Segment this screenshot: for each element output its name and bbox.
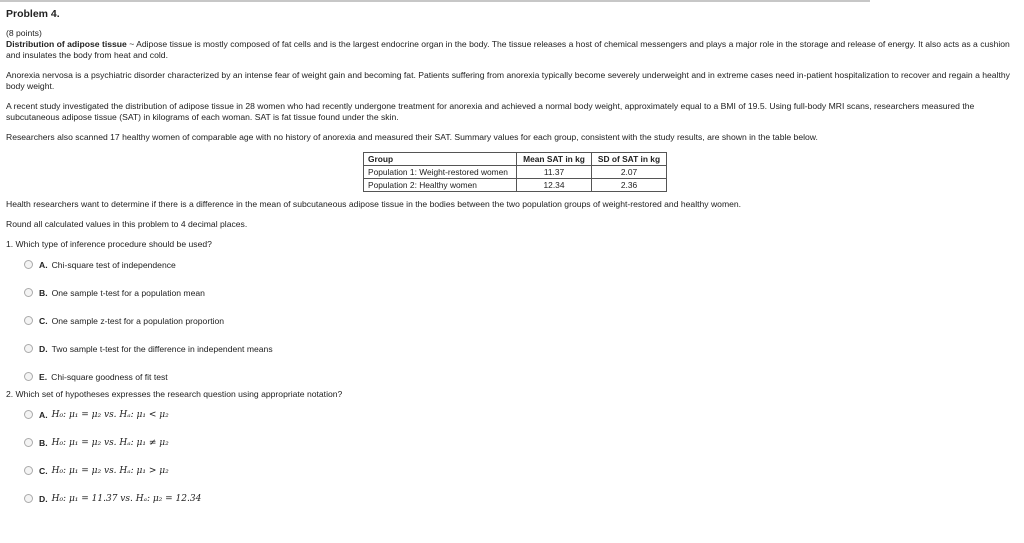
question-2-options [6, 409, 1018, 504]
question-2: 2. Which set of hypotheses expresses the research question using appropriate notation? [6, 389, 343, 399]
q1-option-c[interactable]: C. One sample z-test for a population proportion [24, 315, 1018, 326]
question-1-options [6, 259, 1018, 382]
intro-paragraph [6, 39, 1018, 61]
summary-table [363, 152, 667, 192]
radio-button[interactable] [24, 438, 33, 447]
q1-option-d[interactable]: D. Two sample t-test for the difference in independent means [24, 343, 1018, 354]
q1-option-e[interactable]: E. Chi-square goodness of fit test [24, 371, 1018, 382]
top-divider [0, 0, 870, 2]
anorexia-paragraph: Anorexia nervosa is a psychiatric disorder characterized by an intense fear of weight gain and becoming fat. Patients suffering from anorexia typically become severely underweight and in extreme cases need in-patient hospitalization to recover and regain a healthy body weight. [6, 70, 1010, 91]
question-1: 1. Which type of inference procedure should be used? [6, 239, 212, 249]
radio-button[interactable] [24, 410, 33, 419]
problem-title: Problem 4. [6, 8, 60, 20]
radio-button[interactable] [24, 494, 33, 503]
header-sd: SD of SAT in kg [592, 153, 667, 166]
row1-mean: 11.37 [517, 166, 592, 179]
q1-option-a[interactable]: A. Chi-square test of independence [24, 259, 1018, 270]
q1-option-b[interactable]: B. One sample t-test for a population mean [24, 287, 1018, 298]
radio-button[interactable] [24, 260, 33, 269]
intro-heading: Distribution of adipose tissue [6, 39, 127, 49]
row2-sd: 2.36 [592, 179, 667, 192]
radio-button[interactable] [24, 466, 33, 475]
radio-button[interactable] [24, 372, 33, 381]
table-row [364, 179, 667, 192]
radio-button[interactable] [24, 344, 33, 353]
header-mean: Mean SAT in kg [517, 153, 592, 166]
row2-group: Population 2: Healthy women [364, 179, 517, 192]
study-paragraph: A recent study investigated the distribution of adipose tissue in 28 women who had recently undergone treatment for anorexia and achieved a normal body weight, approximately equal to a BMI of 19.5. Using full-body MRI scans, researchers measured the subcutaneous adipose tissue (SAT) in kilograms of each woman. SAT is fat tissue found under the skin. [6, 101, 975, 122]
row1-sd: 2.07 [592, 166, 667, 179]
problem-content [6, 8, 1018, 504]
q2-option-d[interactable]: D. H₀: μ₁ = 11.37 vs. Hₐ: μ₂ = 12.34 [24, 493, 1018, 504]
table-row [364, 166, 667, 179]
healthy-paragraph: Researchers also scanned 17 healthy women of comparable age with no history of anorexia and measured their SAT. Summary values for each group, consistent with the study results, are shown in the table below. [6, 132, 818, 142]
points-label: (8 points) [6, 28, 42, 38]
research-paragraph: Health researchers want to determine if there is a difference in the mean of subcutaneous adipose tissue in the bodies between the two population groups of weight-restored and healthy women. [6, 199, 742, 209]
q2-option-a[interactable]: A. H₀: μ₁ = μ₂ vs. Hₐ: μ₁ < μ₂ [24, 409, 1018, 420]
intro-text: ~ Adipose tissue is mostly composed of fat cells and is the largest endocrine organ in the body. The tissue releases a host of chemical messengers and plays a major role in the storage and release of energy. It also acts as a cushion and insulates the body from heat and cold. [6, 39, 1010, 60]
rounding-note: Round all calculated values in this problem to 4 decimal places. [6, 219, 248, 229]
row2-mean: 12.34 [517, 179, 592, 192]
radio-button[interactable] [24, 316, 33, 325]
row1-group: Population 1: Weight-restored women [364, 166, 517, 179]
table-header-row [364, 153, 667, 166]
header-group: Group [364, 153, 517, 166]
q2-option-b[interactable]: B. H₀: μ₁ = μ₂ vs. Hₐ: μ₁ ≠ μ₂ [24, 437, 1018, 448]
radio-button[interactable] [24, 288, 33, 297]
q2-option-c[interactable]: C. H₀: μ₁ = μ₂ vs. Hₐ: μ₁ > μ₂ [24, 465, 1018, 476]
